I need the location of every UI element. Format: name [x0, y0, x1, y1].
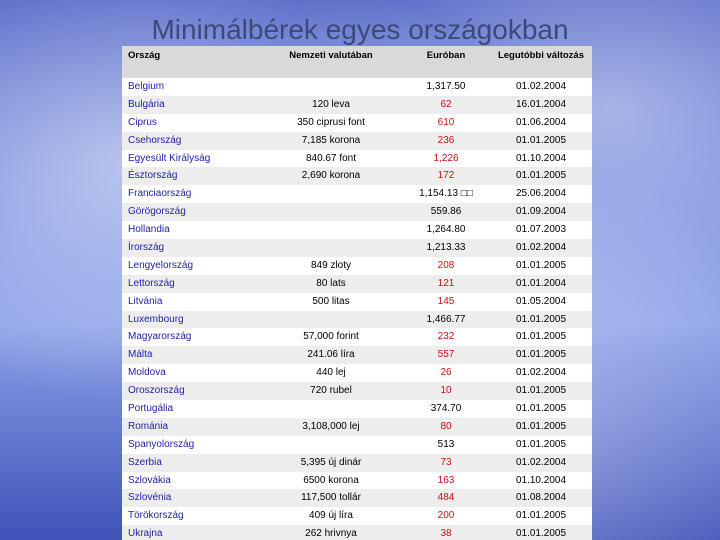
cell-latest-change: 01.06.2004: [490, 114, 592, 132]
cell-country: Írország: [122, 239, 260, 257]
table-row: [122, 96, 592, 114]
cell-euro: 121: [402, 275, 490, 293]
cell-national-currency: 120 leva: [260, 96, 402, 114]
cell-country: Ciprus: [122, 114, 260, 132]
cell-national-currency: 57,000 forint: [260, 328, 402, 346]
table-row: [122, 150, 592, 168]
cell-country: Szlovákia: [122, 472, 260, 490]
cell-latest-change: 01.01.2004: [490, 275, 592, 293]
table-row: [122, 525, 592, 540]
cell-country: Moldova: [122, 364, 260, 382]
cell-latest-change: 25.06.2004: [490, 185, 592, 203]
table-row: [122, 382, 592, 400]
table-row: [122, 114, 592, 132]
cell-latest-change: 01.10.2004: [490, 472, 592, 490]
cell-latest-change: 01.01.2005: [490, 328, 592, 346]
cell-euro: 26: [402, 364, 490, 382]
table-row: [122, 346, 592, 364]
cell-national-currency: 7,185 korona: [260, 132, 402, 150]
cell-national-currency: 2,690 korona: [260, 167, 402, 185]
cell-euro: 374.70: [402, 400, 490, 418]
table-row: [122, 78, 592, 96]
cell-latest-change: 01.01.2005: [490, 525, 592, 540]
table-row: [122, 472, 592, 490]
cell-country: Egyesült Királyság: [122, 150, 260, 168]
cell-euro: 208: [402, 257, 490, 275]
cell-national-currency: 6500 korona: [260, 472, 402, 490]
table-row: [122, 167, 592, 185]
table-body: [122, 78, 592, 540]
cell-euro: 232: [402, 328, 490, 346]
minimum-wage-table: [122, 46, 592, 540]
cell-national-currency: 720 rubel: [260, 382, 402, 400]
cell-national-currency: 849 zloty: [260, 257, 402, 275]
cell-country: Szlovénia: [122, 489, 260, 507]
cell-euro: 236: [402, 132, 490, 150]
cell-country: Belgium: [122, 78, 260, 96]
cell-country: Lettország: [122, 275, 260, 293]
cell-national-currency: 500 litas: [260, 293, 402, 311]
cell-latest-change: 01.05.2004: [490, 293, 592, 311]
cell-latest-change: 01.01.2005: [490, 132, 592, 150]
table-row: [122, 328, 592, 346]
header-national-currency: Nemzeti valutában: [260, 46, 402, 78]
cell-latest-change: 01.01.2005: [490, 507, 592, 525]
table-row: [122, 132, 592, 150]
table-row: [122, 257, 592, 275]
header-latest-change: Legutóbbi változás: [490, 46, 592, 78]
cell-country: Lengyelország: [122, 257, 260, 275]
cell-euro: 610: [402, 114, 490, 132]
cell-latest-change: 16.01.2004: [490, 96, 592, 114]
cell-euro: 73: [402, 454, 490, 472]
table-row: [122, 293, 592, 311]
cell-country: Szerbia: [122, 454, 260, 472]
cell-latest-change: 01.02.2004: [490, 78, 592, 96]
cell-euro: 1,154.13 □□: [402, 185, 490, 203]
cell-latest-change: 01.01.2005: [490, 257, 592, 275]
cell-euro: 557: [402, 346, 490, 364]
table-row: [122, 203, 592, 221]
table-row: [122, 239, 592, 257]
cell-country: Málta: [122, 346, 260, 364]
header-euro: Euróban: [402, 46, 490, 78]
cell-euro: 172: [402, 167, 490, 185]
cell-country: Ukrajna: [122, 525, 260, 540]
cell-euro: 1,226: [402, 150, 490, 168]
cell-country: Görögország: [122, 203, 260, 221]
table-row: [122, 400, 592, 418]
cell-latest-change: 01.02.2004: [490, 364, 592, 382]
cell-national-currency: 409 új líra: [260, 507, 402, 525]
cell-latest-change: 01.01.2005: [490, 418, 592, 436]
cell-euro: 163: [402, 472, 490, 490]
cell-national-currency: [260, 203, 402, 221]
cell-euro: 1,317.50: [402, 78, 490, 96]
cell-euro: 38: [402, 525, 490, 540]
cell-national-currency: 241.06 líra: [260, 346, 402, 364]
table-row: [122, 364, 592, 382]
cell-latest-change: 01.02.2004: [490, 239, 592, 257]
table-row: [122, 454, 592, 472]
cell-latest-change: 01.01.2005: [490, 382, 592, 400]
cell-latest-change: 01.01.2005: [490, 311, 592, 329]
table-row: [122, 418, 592, 436]
cell-country: Franciaország: [122, 185, 260, 203]
cell-national-currency: [260, 185, 402, 203]
cell-national-currency: 350 ciprusi font: [260, 114, 402, 132]
cell-latest-change: 01.08.2004: [490, 489, 592, 507]
cell-euro: 145: [402, 293, 490, 311]
cell-latest-change: 01.09.2004: [490, 203, 592, 221]
cell-latest-change: 01.10.2004: [490, 150, 592, 168]
cell-euro: 513: [402, 436, 490, 454]
table-row: [122, 275, 592, 293]
cell-country: Magyarország: [122, 328, 260, 346]
cell-euro: 200: [402, 507, 490, 525]
cell-national-currency: 5,395 új dinár: [260, 454, 402, 472]
cell-latest-change: 01.01.2005: [490, 167, 592, 185]
cell-country: Bulgária: [122, 96, 260, 114]
cell-national-currency: [260, 400, 402, 418]
cell-national-currency: [260, 311, 402, 329]
cell-euro: 1,213.33: [402, 239, 490, 257]
cell-national-currency: 440 lej: [260, 364, 402, 382]
cell-country: Oroszország: [122, 382, 260, 400]
table-row: [122, 489, 592, 507]
table-row: [122, 221, 592, 239]
header-country: Ország: [122, 46, 260, 78]
cell-latest-change: 01.02.2004: [490, 454, 592, 472]
cell-euro: 1,264.80: [402, 221, 490, 239]
cell-national-currency: [260, 78, 402, 96]
cell-national-currency: [260, 239, 402, 257]
cell-country: Luxembourg: [122, 311, 260, 329]
cell-country: Csehország: [122, 132, 260, 150]
cell-euro: 10: [402, 382, 490, 400]
cell-euro: 62: [402, 96, 490, 114]
cell-latest-change: 01.01.2005: [490, 436, 592, 454]
cell-national-currency: 117,500 tollár: [260, 489, 402, 507]
cell-euro: 484: [402, 489, 490, 507]
table-header-row: [122, 46, 592, 78]
cell-country: Észtország: [122, 167, 260, 185]
cell-national-currency: [260, 436, 402, 454]
table-row: [122, 185, 592, 203]
cell-country: Hollandia: [122, 221, 260, 239]
cell-national-currency: 80 lats: [260, 275, 402, 293]
cell-euro: 559.86: [402, 203, 490, 221]
cell-latest-change: 01.01.2005: [490, 400, 592, 418]
cell-euro: 80: [402, 418, 490, 436]
cell-national-currency: [260, 221, 402, 239]
cell-national-currency: 3,108,000 lej: [260, 418, 402, 436]
slide-title: Minimálbérek egyes országokban: [151, 14, 569, 45]
cell-country: Portugália: [122, 400, 260, 418]
cell-country: Törökország: [122, 507, 260, 525]
cell-national-currency: 840.67 font: [260, 150, 402, 168]
cell-country: Litvánia: [122, 293, 260, 311]
cell-country: Spanyolország: [122, 436, 260, 454]
cell-latest-change: 01.01.2005: [490, 346, 592, 364]
cell-country: Románia: [122, 418, 260, 436]
cell-euro: 1,466.77: [402, 311, 490, 329]
table-row: [122, 436, 592, 454]
table-row: [122, 311, 592, 329]
cell-national-currency: 262 hrivnya: [260, 525, 402, 540]
cell-latest-change: 01.07.2003: [490, 221, 592, 239]
table-row: [122, 507, 592, 525]
